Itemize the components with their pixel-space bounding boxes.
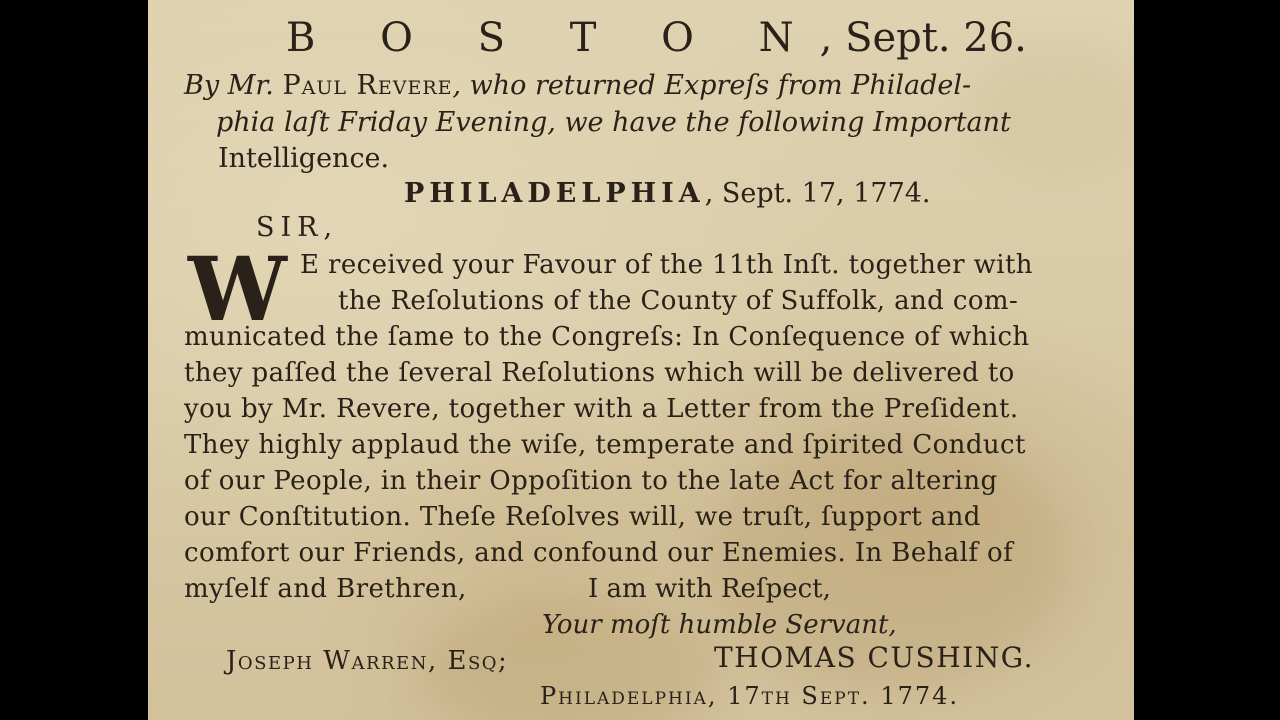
servant-line: Your moſt humble Servant, <box>542 610 897 640</box>
body-line: of our People, in their Oppoſition to the late Act for altering <box>184 466 998 496</box>
body-line: E received your Favour of the 11th Inſt. together with <box>300 250 1033 280</box>
body-line: They highly applaud the wiſe, temperate and ſpirited Conduct <box>184 430 1026 460</box>
letter-place-date <box>404 180 931 207</box>
salutation: SIR, <box>256 212 339 243</box>
dateline <box>286 15 1027 61</box>
letter-date: , Sept. 17, 1774. <box>704 178 931 209</box>
intro-line-1 <box>184 72 971 99</box>
intro-rest: , who returned Expreſs from Philadel- <box>452 70 972 101</box>
body-line: our Conſtitution. Theſe Reſolves will, we truſt, ſupport and <box>184 502 981 532</box>
footer-place-date: Philadelphia, 17th Sept. 1774. <box>540 682 960 710</box>
dateline-city: B O S T O N <box>286 15 820 61</box>
letterbox-left <box>0 0 148 720</box>
body-line: comfort our Friends, and confound our Enemies. In Behalf of <box>184 538 1014 568</box>
body-line: municated the ſame to the Congreſs: In Conſequence of which <box>184 322 1030 352</box>
drop-cap: W <box>188 237 287 341</box>
intro-prefix: By Mr. <box>184 70 283 101</box>
newspaper-page <box>148 0 1134 720</box>
signer-right: THOMAS CUSHING. <box>714 641 1034 674</box>
intro-line-3: Intelligence. <box>218 143 390 174</box>
body-line: the Reſolutions of the County of Suffolk, and com- <box>338 286 1019 316</box>
signer-left: Joseph Warren, Eſq; <box>226 646 509 676</box>
letter-place: PHILADELPHIA <box>404 178 705 209</box>
closing: I am with Reſpect, <box>588 574 831 604</box>
body-line: you by Mr. Revere, together with a Letter from the Preſident. <box>184 394 1019 424</box>
body-line: myſelf and Brethren, <box>184 574 467 604</box>
dateline-date: , Sept. 26. <box>819 15 1027 61</box>
body-line: they paſſed the ſeveral Reſolutions which will be delivered to <box>184 358 1015 388</box>
intro-name: Paul Revere <box>282 70 453 101</box>
letterbox-right <box>1134 0 1280 720</box>
intro-line-2: phia laſt Friday Evening, we have the following Important <box>216 107 1011 138</box>
